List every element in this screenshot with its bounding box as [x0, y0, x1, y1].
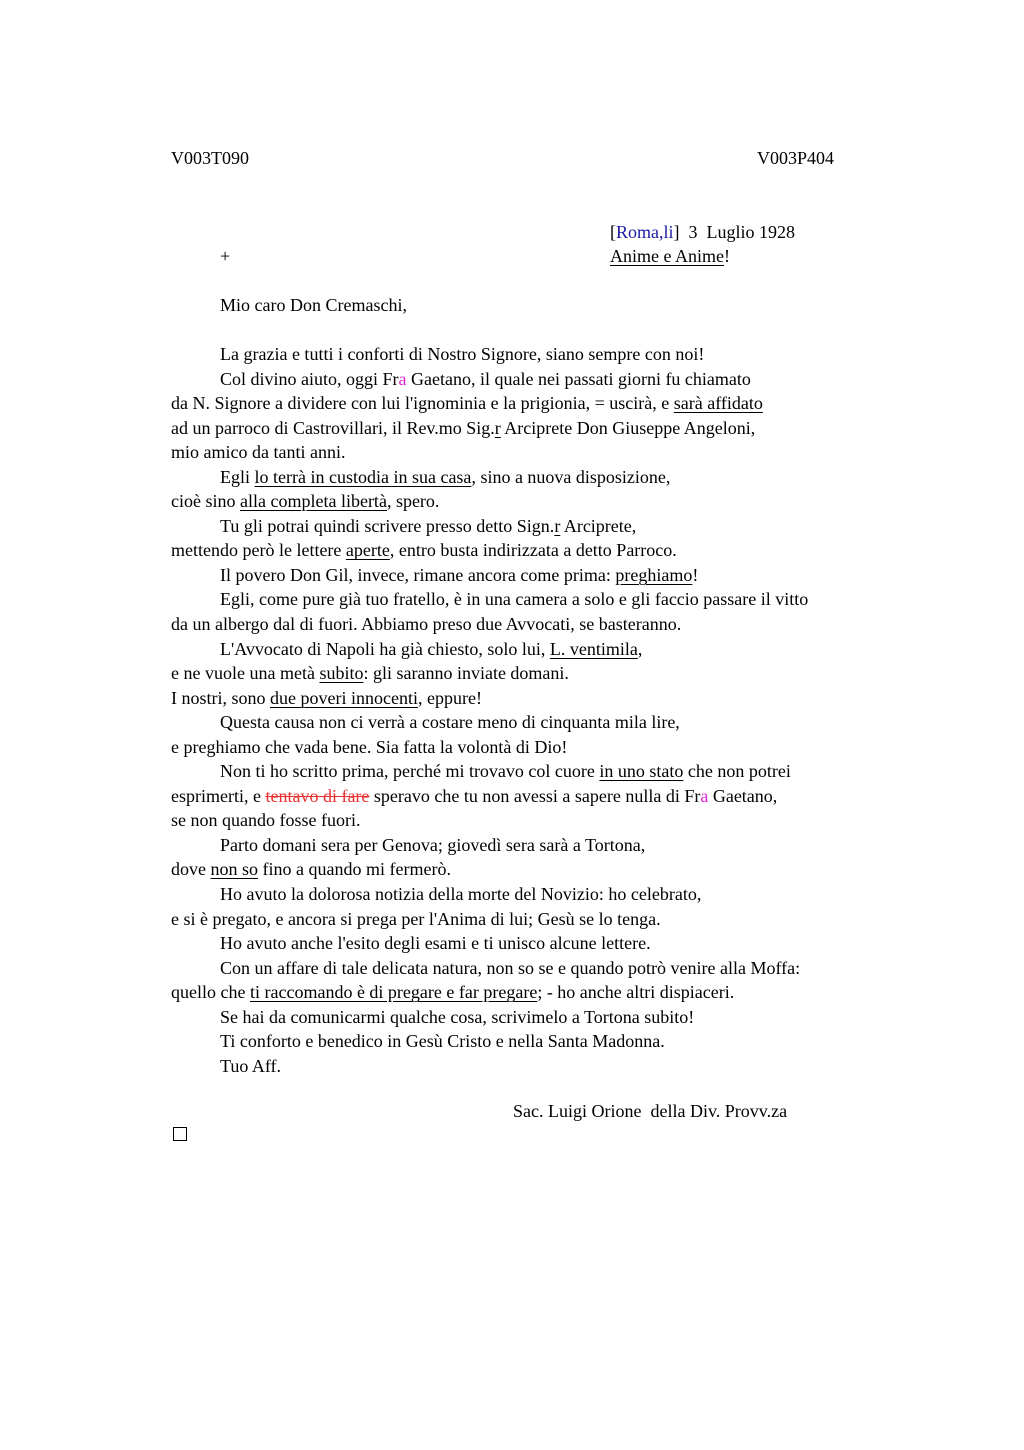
line-text: Col divino aiuto, oggi Fr: [220, 368, 399, 389]
cross-mark: +: [220, 246, 231, 266]
motto-text: Anime e Anime: [610, 246, 724, 266]
letter-line: [171, 882, 911, 907]
line-text: fino a quando mi fermerò.: [258, 859, 451, 880]
line-text: Arciprete,: [560, 515, 637, 536]
dateline-bracket-close: ]: [673, 222, 680, 242]
letter-line: [171, 808, 911, 833]
line-text: Non ti ho scritto prima, perché mi trovavo col cuore: [220, 761, 600, 782]
underlined-phrase: non so: [210, 859, 259, 880]
letter-line: [171, 759, 911, 784]
line-text: Egli, come pure già tuo fratello, è in una camera a solo e gli faccio passare il vitto: [220, 589, 809, 610]
line-text: dove: [171, 859, 211, 880]
line-text: La grazia e tutti i conforti di Nostro Signore, siano sempre con noi!: [220, 344, 705, 364]
line-text: ; - ho anche altri dispiaceri.: [537, 982, 735, 1003]
underlined-phrase: lo terrà in custodia in sua casa: [254, 466, 472, 487]
line-text: Tu gli potrai quindi scrivere presso detto Sign.: [220, 515, 555, 536]
line-text: , eppure!: [417, 687, 482, 708]
line-text: Tuo Aff.: [220, 1055, 282, 1076]
document-code-left: V003T090: [171, 148, 249, 168]
line-text: se non quando fosse fuori.: [171, 810, 361, 831]
line-text: Arciprete Don Giuseppe Angeloni,: [500, 417, 756, 438]
letter-line: [171, 1054, 911, 1079]
letter-line: [171, 686, 911, 711]
line-text: !: [692, 564, 699, 585]
line-text: e ne vuole una metà: [171, 663, 320, 684]
line-text: ,: [637, 638, 643, 659]
underlined-phrase: sarà affidato: [673, 393, 763, 414]
line-text: che non potrei: [683, 761, 791, 782]
letter-line: [171, 710, 911, 735]
line-text: Egli: [220, 466, 255, 487]
line-text: e si è pregato, e ancora si prega per l'Anima di lui; Gesù se lo tenga.: [171, 908, 661, 929]
letter-line: [171, 1005, 911, 1030]
line-text: e preghiamo che vada bene. Sia fatta la volontà di Dio!: [171, 736, 568, 757]
letter-line: [171, 563, 911, 588]
line-text: da un albergo dal di fuori. Abbiamo preso due Avvocati, se basteranno.: [171, 614, 682, 635]
underlined-phrase: alla completa libertà: [240, 491, 387, 512]
letter-line: [171, 612, 911, 637]
line-text: Gaetano, il quale nei passati giorni fu chiamato: [406, 368, 751, 389]
inserted-letter: a: [398, 368, 407, 389]
letter-line: [171, 587, 911, 612]
dateline-date: 3 Luglio 1928: [679, 222, 795, 242]
line-text: cioè sino: [171, 491, 240, 512]
letter-line: [171, 857, 911, 882]
letter-line: [171, 342, 911, 367]
line-text: ad un parroco di Castrovillari, il Rev.mo Sig.: [171, 417, 495, 438]
underlined-phrase: r: [494, 417, 501, 438]
line-text: Gaetano,: [708, 785, 778, 806]
end-square-icon: [173, 1127, 187, 1141]
line-text: I nostri, sono: [171, 687, 270, 708]
line-text: Con un affare di tale delicata natura, non so se e quando potrò venire alla Moffa:: [220, 957, 801, 978]
line-text: , spero.: [386, 491, 440, 512]
line-text: Ho avuto la dolorosa notizia della morte del Novizio: ho celebrato,: [220, 884, 702, 905]
line-text: L'Avvocato di Napoli ha già chiesto, solo lui,: [220, 638, 550, 659]
letter-body: [171, 342, 911, 1078]
salutation: Mio caro Don Cremaschi,: [220, 295, 407, 315]
letter-line: [171, 367, 911, 392]
line-text: Se hai da comunicarmi qualche cosa, scrivimelo a Tortona subito!: [220, 1006, 695, 1027]
letter-line: [171, 514, 911, 539]
letter-line: [171, 735, 911, 760]
letter-line: [171, 833, 911, 858]
line-text: : gli saranno inviate domani.: [363, 663, 569, 684]
underlined-phrase: r: [554, 515, 561, 536]
letter-line: [171, 465, 911, 490]
letter-line: [171, 907, 911, 932]
letter-line: [171, 661, 911, 686]
underlined-phrase: aperte: [345, 540, 390, 561]
struck-through-phrase: tentavo di fare: [265, 785, 370, 806]
letter-line: [171, 440, 911, 465]
dateline: [610, 220, 795, 244]
letter-line: [171, 391, 911, 416]
underlined-phrase: L. ventimila: [549, 638, 638, 659]
line-text: mio amico da tanti anni.: [171, 442, 346, 463]
line-text: , entro busta indirizzata a detto Parroco.: [389, 540, 677, 561]
letter-line: [171, 538, 911, 563]
document-code-right: V003P404: [757, 148, 835, 168]
underlined-phrase: in uno stato: [599, 761, 684, 782]
line-text: Questa causa non ci verrà a costare meno di cinquanta mila lire,: [220, 712, 680, 733]
underlined-phrase: ti raccomando è di pregare e far pregare: [249, 982, 538, 1003]
line-text: , sino a nuova disposizione,: [471, 466, 671, 487]
letter-line: [171, 637, 911, 662]
dateline-place: Roma,li: [616, 222, 674, 242]
letter-line: [171, 489, 911, 514]
line-text: Parto domani sera per Genova; giovedì sera sarà a Tortona,: [220, 834, 646, 855]
letter-line: [171, 416, 911, 441]
dateline-bracket-open: [: [610, 222, 616, 242]
line-text: da N. Signore a dividere con lui l'ignominia e la prigionia, = uscirà, e: [171, 393, 674, 414]
letter-line: [171, 784, 911, 809]
line-text: esprimerti, e: [171, 785, 266, 806]
motto-tail: !: [723, 246, 730, 266]
line-text: speravo che tu non avessi a sapere nulla di Fr: [369, 785, 701, 806]
underlined-phrase: preghiamo: [615, 564, 693, 585]
line-text: Ti conforto e benedico in Gesù Cristo e nella Santa Madonna.: [220, 1031, 665, 1052]
signature: Sac. Luigi Orione della Div. Provv.za: [513, 1101, 788, 1121]
line-text: mettendo però le lettere: [171, 540, 346, 561]
underlined-phrase: due poveri innocenti: [270, 687, 418, 708]
inserted-letter: a: [700, 785, 709, 806]
letter-line: [171, 980, 911, 1005]
letter-line: [171, 931, 911, 956]
motto: [610, 244, 730, 268]
letter-line: [171, 1029, 911, 1054]
line-text: Il povero Don Gil, invece, rimane ancora come prima:: [220, 564, 616, 585]
line-text: quello che: [171, 982, 250, 1003]
underlined-phrase: subito: [319, 663, 364, 684]
letter-line: [171, 956, 911, 981]
line-text: Ho avuto anche l'esito degli esami e ti unisco alcune lettere.: [220, 933, 651, 954]
